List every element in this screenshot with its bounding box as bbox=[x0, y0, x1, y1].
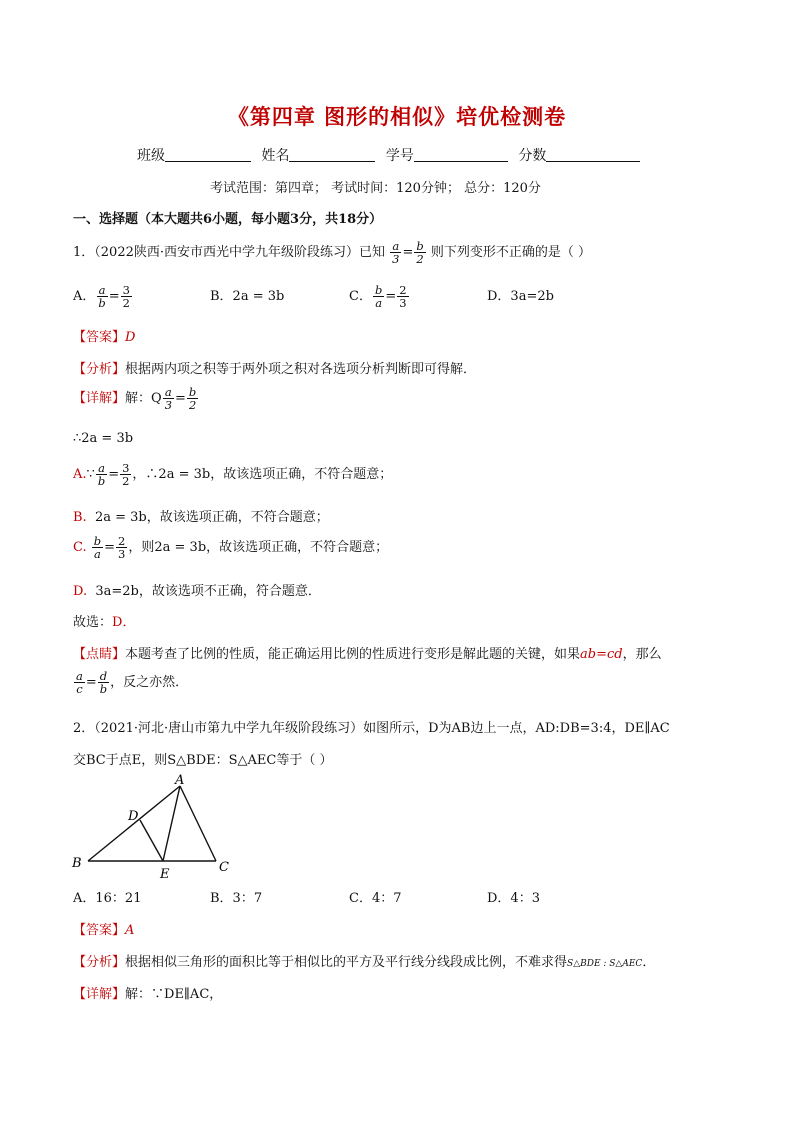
q2-stem-line2: 交BC于点E，则S△BDE：S△AEC等于（ ） bbox=[73, 753, 333, 768]
q1-stem: 1．（2022陕西·西安市西光中学九年级阶段练习）已知 $\frac{a}{3}$ = $\frac{b}{2}$ 则下列变形不正确的是（ ） bbox=[73, 239, 592, 266]
q2-option-d: D．4：3 bbox=[487, 891, 540, 906]
exam-info: 考试范围：第四章； 考试时间：120分钟； 总分：120分 bbox=[210, 181, 541, 196]
score-label: 分数 bbox=[518, 148, 547, 164]
q1-detail: 【详解】解：Q $\frac{a}{3}$ = $\frac{b}{2}$ bbox=[73, 385, 197, 412]
class-blank[interactable] bbox=[165, 147, 251, 162]
name-label: 姓名 bbox=[261, 148, 290, 164]
q1-option-d: D．3a=2b bbox=[487, 289, 554, 304]
q2-answer: 【答案】A bbox=[73, 923, 135, 938]
label-d: D bbox=[128, 809, 139, 824]
q1-comment-line2: $\frac{a}{c}$ = $\frac{d}{b}$ ，反之亦然． bbox=[76, 669, 189, 696]
label-e: E bbox=[160, 867, 170, 882]
q1-option-a: A． $\frac{a}{b}$ = $\frac{3}{2}$ bbox=[73, 283, 130, 310]
segment-de bbox=[140, 820, 163, 861]
page-title: 《第四章 图形的相似》培优检测卷 bbox=[227, 104, 567, 129]
q2-option-c: C．4：7 bbox=[349, 891, 402, 906]
fraction: $\frac{a}{3}$ bbox=[392, 239, 400, 266]
label-b: B bbox=[72, 856, 82, 871]
triangle-figure bbox=[68, 770, 248, 882]
q2-detail: 【详解】解：∵DE∥AC， bbox=[73, 987, 223, 1002]
q1-option-c: C． $\frac{b}{a}$ = $\frac{2}{3}$ bbox=[349, 283, 407, 310]
segment-ac bbox=[180, 786, 216, 861]
label-c: C bbox=[219, 860, 229, 875]
q1-therefore: ∴2a = 3b bbox=[73, 431, 134, 446]
q1-choose: 故选：D． bbox=[73, 615, 136, 630]
section-heading: 一、选择题（本大题共6小题，每小题3分，共18分） bbox=[73, 212, 383, 227]
label-a: A bbox=[175, 773, 185, 788]
q2-option-a: A．16：21 bbox=[73, 891, 142, 906]
id-blank[interactable] bbox=[414, 147, 508, 162]
q1-answer: 【答案】D bbox=[73, 330, 136, 345]
q2-stem-line1: 2．（2021·河北·唐山市第九中学九年级阶段练习）如图所示，D为AB边上一点，AD:DB=3:4，DE∥AC bbox=[73, 721, 670, 736]
class-label: 班级 bbox=[137, 148, 165, 164]
student-fields bbox=[137, 145, 640, 165]
q2-option-b: B．3：7 bbox=[210, 891, 263, 906]
q1-line-c: C. $\frac{b}{a}$ = $\frac{2}{3}$ ，则2a = 3b，故该选项正确，不符合题意； bbox=[73, 534, 389, 561]
name-blank[interactable] bbox=[289, 147, 375, 162]
q1-comment: 【点睛】本题考查了比例的性质，能正确运用比例的性质进行变形是解此题的关键，如果ab=cd，那么 bbox=[73, 647, 662, 662]
id-label: 学号 bbox=[385, 148, 414, 164]
q1-line-d: D. 3a=2b，故该选项不正确，符合题意． bbox=[73, 584, 321, 599]
score-blank[interactable] bbox=[546, 147, 640, 162]
q1-line-b: B. 2a = 3b，故该选项正确，不符合题意； bbox=[73, 510, 329, 525]
q2-analysis: 【分析】根据相似三角形的面积比等于相似比的平方及平行线分线段成比例，不难求得S△BDE : S△AEC． bbox=[73, 955, 656, 970]
q1-analysis: 【分析】根据两内项之积等于两外项之积对各选项分析判断即可得解． bbox=[73, 362, 477, 377]
q1-line-a: A.∵ $\frac{a}{b}$ = $\frac{3}{2}$ ，∴2a = 3b，故该选项正确，不符合题意； bbox=[73, 461, 393, 488]
fraction: $\frac{b}{2}$ bbox=[416, 239, 424, 266]
q1-option-b: B．2a = 3b bbox=[210, 289, 285, 304]
